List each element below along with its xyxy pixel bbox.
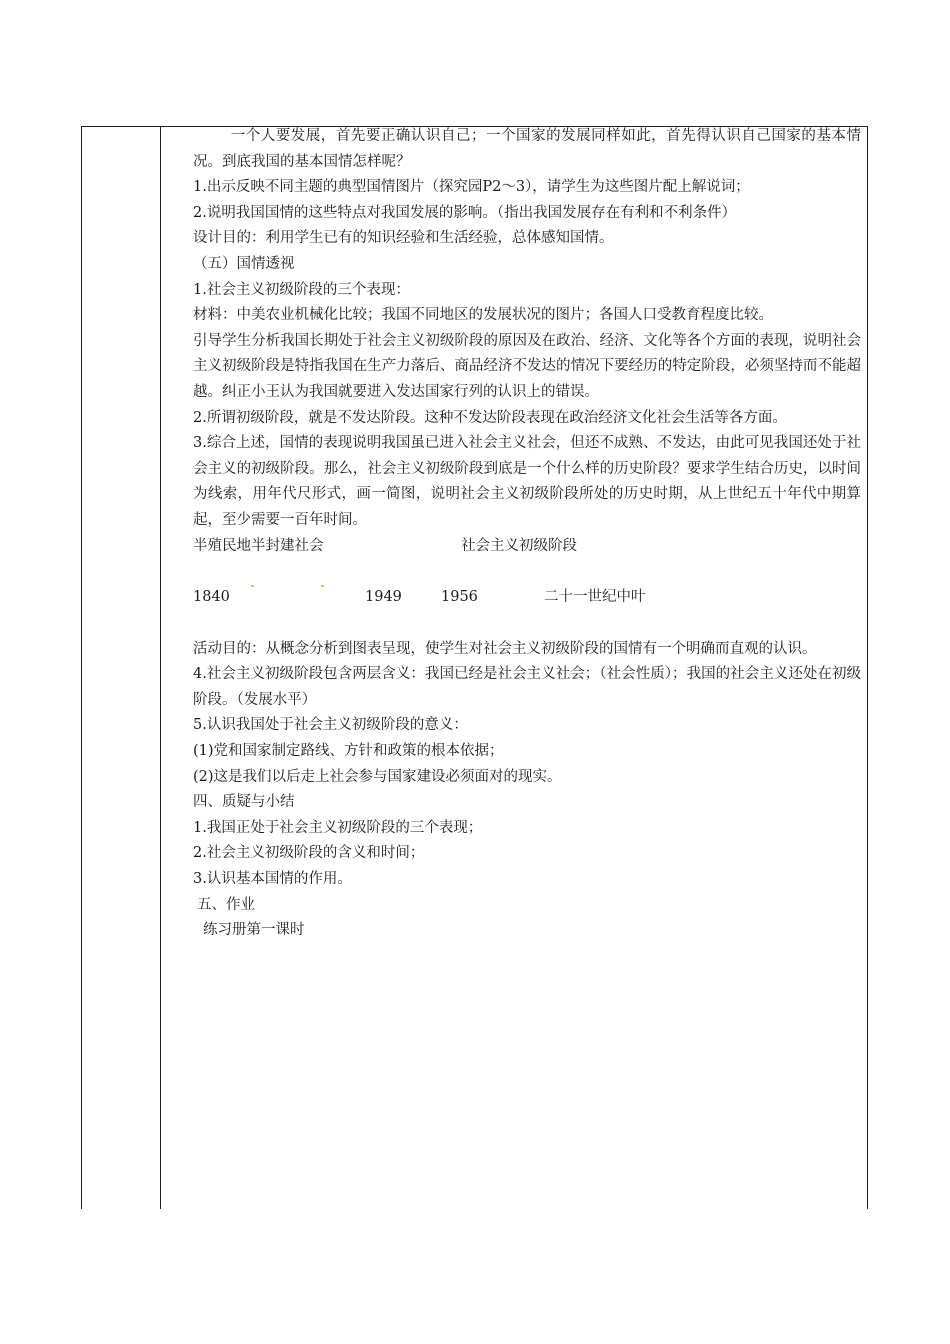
year-1840: 1840 <box>193 589 230 606</box>
summary-1: 1.我国正处于社会主义初级阶段的三个表现； <box>193 819 483 836</box>
year-mid-21st-century: 二十一世纪中叶 <box>544 589 646 606</box>
timeline-periods <box>193 534 861 560</box>
point-2: 2.所谓初级阶段，就是不发达阶段。这种不发达阶段表现在政治经济文化社会生活等各方面。 <box>193 409 787 426</box>
year-1949: 1949 <box>365 589 402 606</box>
section-heading-5: （五）国情透视 <box>193 255 295 272</box>
section-heading-four: 四、质疑与小结 <box>193 794 295 811</box>
table-border-right <box>867 126 868 1209</box>
meaning-1: (1)党和国家制定路线、方针和政策的根本依据； <box>193 743 504 760</box>
summary-2: 2.社会主义初级阶段的含义和时间； <box>193 845 425 862</box>
lesson-plan-content <box>193 124 861 944</box>
timeline-marker <box>251 585 254 587</box>
intro-paragraph: 一个人要发展，首先要正确认识自己；一个国家的发展同样如此，首先得认识自己国家的基本情况。到底我国的基本国情怎样呢？ <box>193 128 861 170</box>
step-2: 2.说明我国国情的这些特点对我国发展的影响。（指出我国发展存在有利和不利条件） <box>193 204 737 221</box>
activity-goal: 活动目的：从概念分析到图表呈现，使学生对社会主义初级阶段的国情有一个明确而直观的认识。 <box>193 640 817 657</box>
design-goal: 设计目的：利用学生已有的知识经验和生活经验，总体感知国情。 <box>193 230 614 247</box>
material-paragraph: 材料：中美农业机械化比较；我国不同地区的发展状况的图片；各国人口受教育程度比较。 <box>193 307 773 324</box>
table-column-divider <box>160 126 161 1209</box>
timeline-marker <box>321 585 324 587</box>
homework-text: 练习册第一课时 <box>203 922 305 939</box>
timeline-years <box>193 585 861 611</box>
period-semi-colonial: 半殖民地半封建社会 <box>193 537 324 554</box>
guide-paragraph: 引导学生分析我国长期处于社会主义初级阶段的原因及在政治、经济、文化等各个方面的表现，说明社会主义初级阶段是特指我国在生产力落后、商品经济不发达的情况下要经历的特定阶段，必须坚持而不能超越。纠正小王认为我国就要进入发达国家行列的认识上的错误。 <box>193 332 861 400</box>
period-primary-stage: 社会主义初级阶段 <box>461 537 577 554</box>
step-1: 1.出示反映不同主题的典型国情图片（探究园P2～3），请学生为这些图片配上解说词； <box>193 179 750 196</box>
table-border-left <box>81 126 82 1209</box>
year-1956: 1956 <box>441 589 478 606</box>
section-heading-five: 五、作业 <box>197 896 255 913</box>
point-1: 1.社会主义初级阶段的三个表现： <box>193 281 410 298</box>
point-4: 4.社会主义初级阶段包含两层含义：我国已经是社会主义社会；（社会性质）；我国的社会主义还处在初级阶段。（发展水平） <box>193 666 861 708</box>
point-5: 5.认识我国处于社会主义初级阶段的意义： <box>193 717 468 734</box>
summary-3: 3.认识基本国情的作用。 <box>193 871 352 888</box>
point-3: 3.综合上述，国情的表现说明我国虽已进入社会主义社会，但还不成熟、不发达，由此可见我国还处于社会主义的初级阶段。那么，社会主义初级阶段到底是一个什么样的历史阶段？要求学生结合历史，以时间为线索，用年代尺形式，画一简图，说明社会主义初级阶段所处的历史时期，从上世纪五十年代中期算起，至少需要一百年时间。 <box>193 435 861 528</box>
meaning-2: (2)这是我们以后走上社会参与国家建设必须面对的现实。 <box>193 768 562 785</box>
